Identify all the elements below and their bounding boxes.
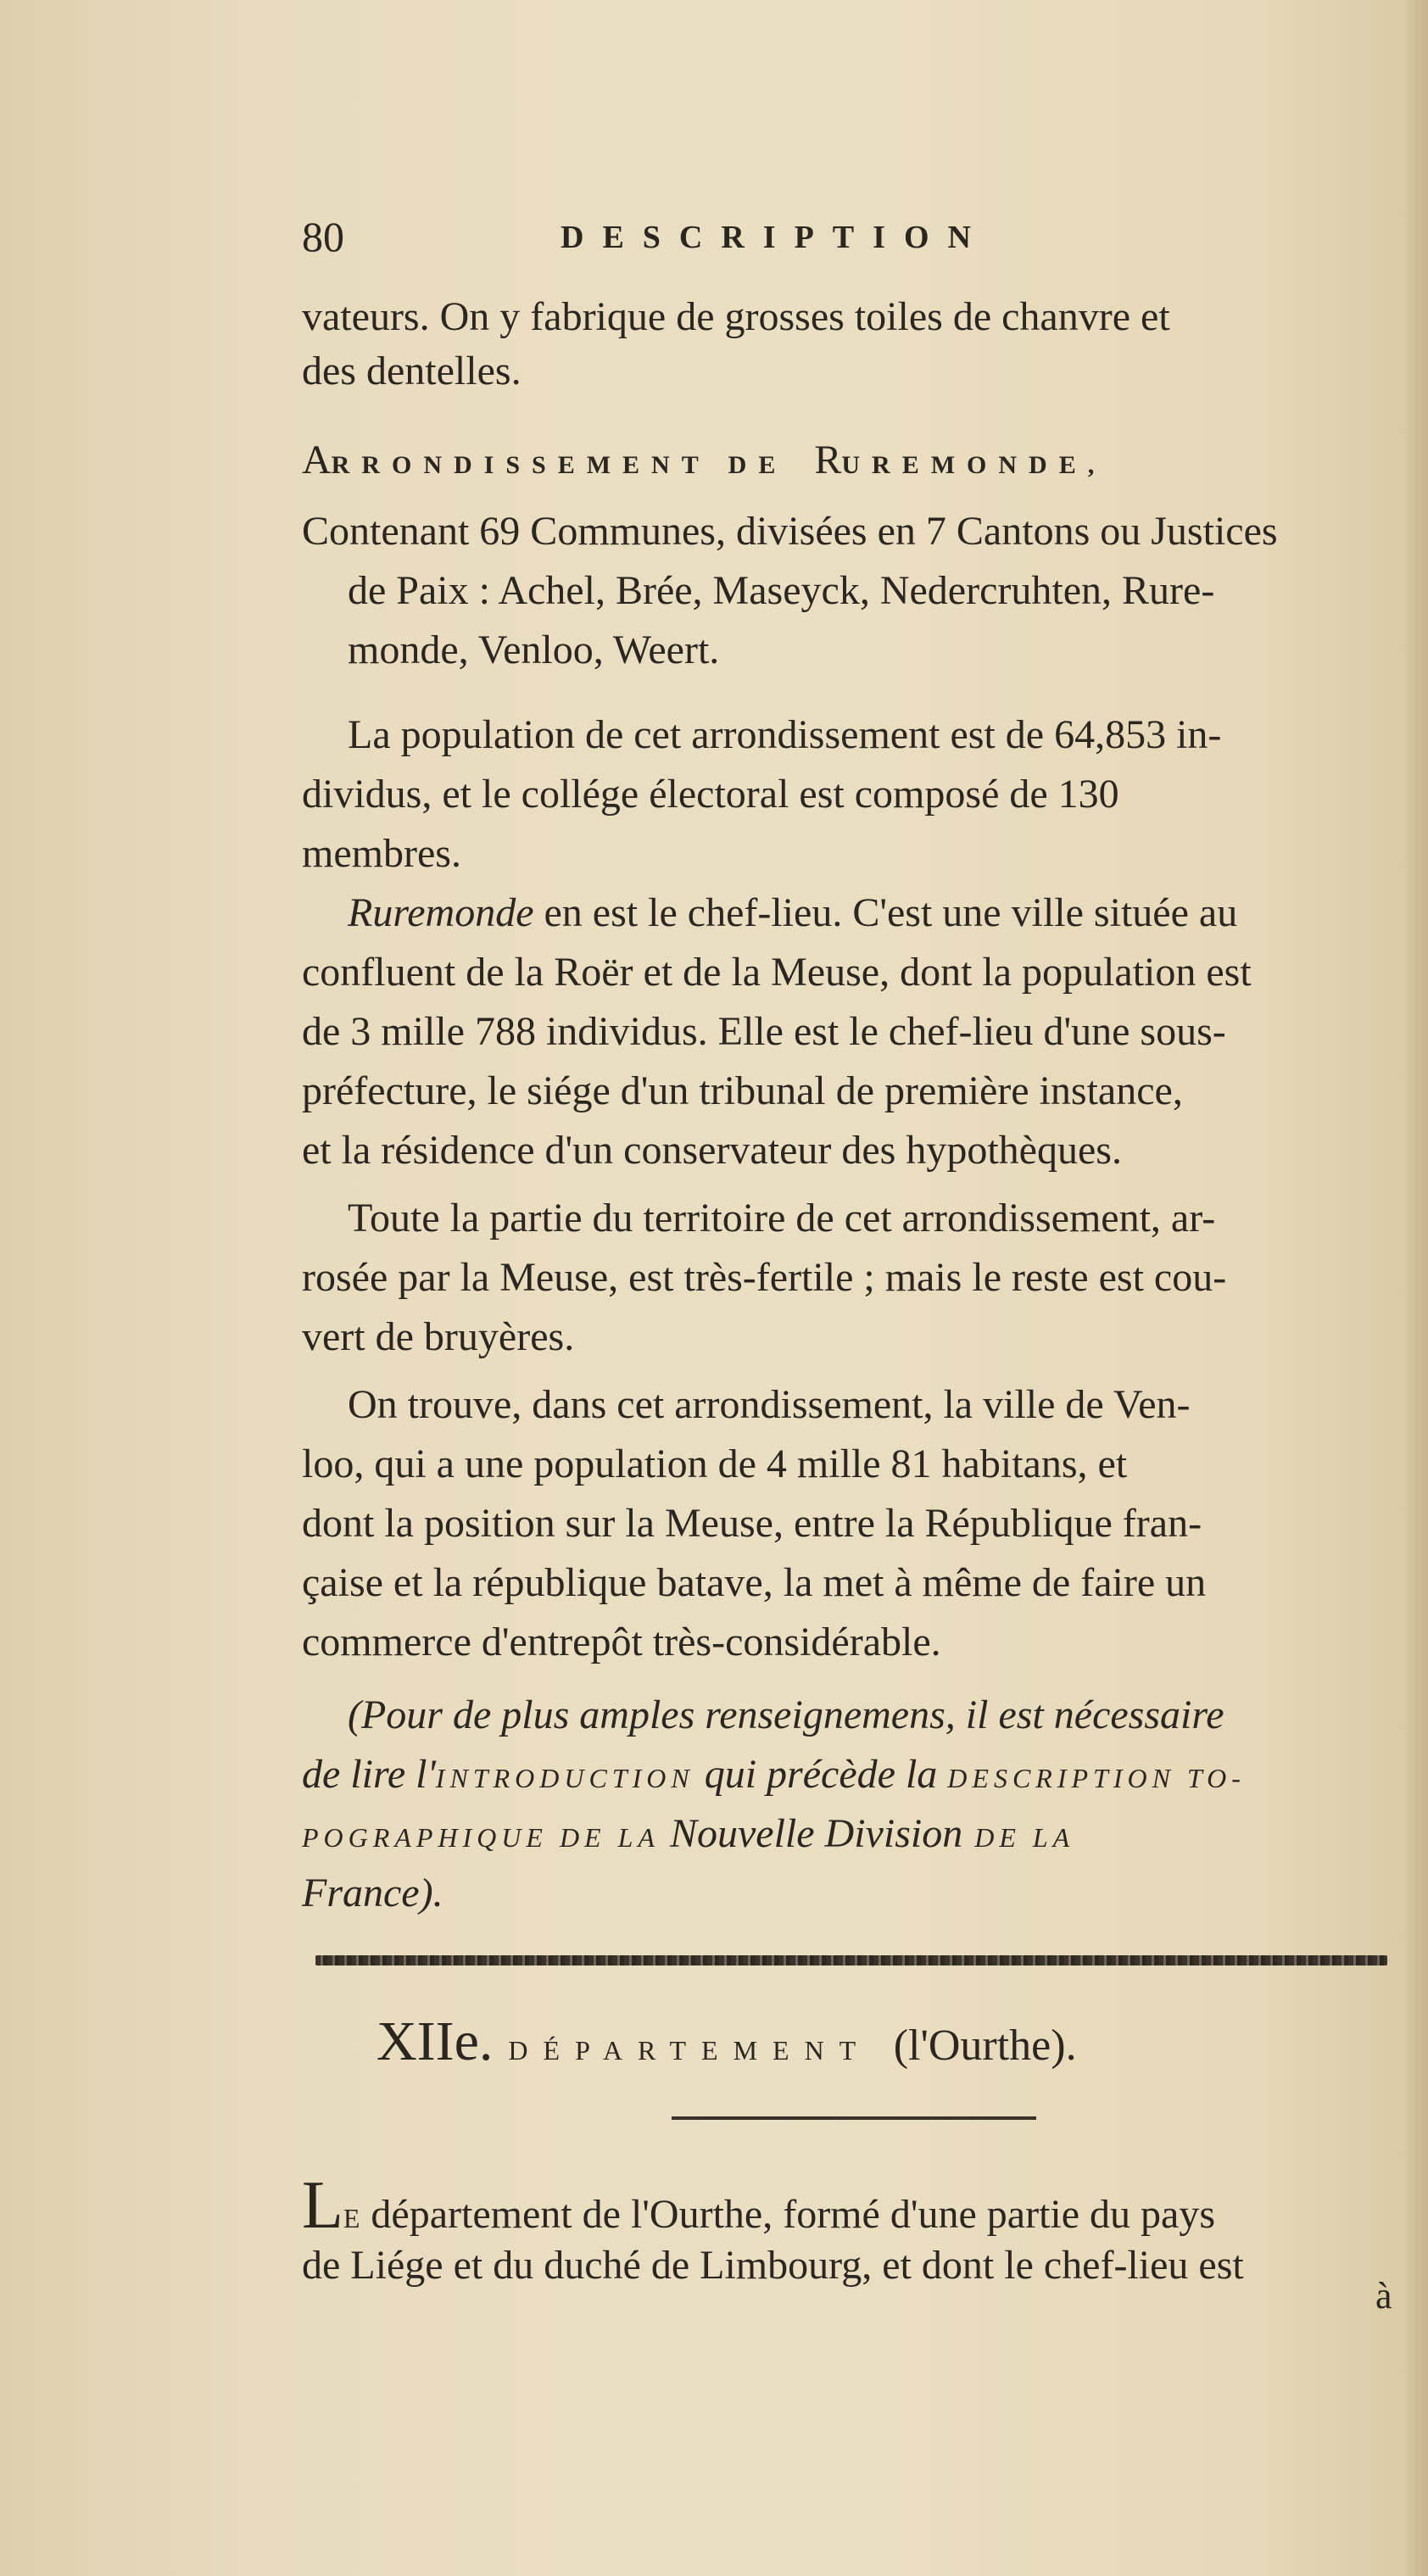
arrondissement-heading bbox=[302, 437, 1106, 483]
heading-smallcaps: UREMONDE, bbox=[841, 451, 1107, 479]
text-line: rosée par la Meuse, est très-fertile ; mais le reste est cou- bbox=[302, 1255, 1227, 1300]
note-line: France). bbox=[302, 1871, 443, 1915]
catchword: à bbox=[1375, 2275, 1392, 2317]
text-line: confluent de la Roër et de la Meuse, dont la population est bbox=[302, 950, 1252, 995]
text-span: en est le chef-lieu. C'est une ville située au bbox=[533, 890, 1238, 935]
text-line: Toute la partie du territoire de cet arrondissement, ar- bbox=[348, 1196, 1216, 1241]
text-span: qui précède la bbox=[694, 1752, 948, 1797]
running-title: DESCRIPTION bbox=[561, 220, 990, 255]
department-word: DÉPARTEMENT bbox=[508, 2035, 872, 2066]
text-line: vert de bruyères. bbox=[302, 1314, 575, 1359]
drop-cap: L bbox=[302, 2168, 343, 2243]
text-span: département de l'Ourthe, formé d'une partie du pays bbox=[371, 2192, 1216, 2237]
text-line bbox=[302, 2168, 1216, 2245]
page-edge-shadow bbox=[1403, 0, 1428, 2576]
section-divider bbox=[315, 1955, 1387, 1965]
smallcaps-span: DESCRIPTION TO- bbox=[947, 1763, 1246, 1793]
text-line: commerce d'entrepôt très-considérable. bbox=[302, 1620, 941, 1664]
text-line: des dentelles. bbox=[302, 348, 522, 393]
smallcaps-span: DE LA bbox=[962, 1822, 1075, 1853]
text-span: Division bbox=[824, 1811, 963, 1856]
text-line: vateurs. On y fabrique de grosses toiles de chanvre et bbox=[302, 294, 1170, 339]
page-header bbox=[302, 212, 1116, 271]
text-line: de Paix : Achel, Brée, Maseyck, Nedercruhten, Rure- bbox=[348, 568, 1215, 613]
smallcaps-span: POGRAPHIQUE DE LA bbox=[302, 1822, 660, 1853]
short-divider bbox=[672, 2116, 1036, 2120]
text-line: La population de cet arrondissement est de 64,853 in- bbox=[348, 712, 1222, 757]
department-heading bbox=[377, 2010, 1077, 2074]
department-numeral: XIIe. bbox=[377, 2010, 494, 2072]
smallcaps-span: E bbox=[343, 2203, 363, 2233]
text-line: On trouve, dans cet arrondissement, la ville de Ven- bbox=[348, 1382, 1191, 1427]
text-span: de lire l' bbox=[302, 1752, 436, 1797]
text-line: çaise et la république batave, la met à même de faire un bbox=[302, 1560, 1207, 1605]
text-line: loo, qui a une population de 4 mille 81 habitans, et bbox=[302, 1441, 1128, 1486]
text-line: monde, Venloo, Weert. bbox=[348, 627, 720, 672]
note-line bbox=[302, 1751, 1246, 1798]
page-number: 80 bbox=[302, 213, 344, 260]
text-line: de 3 mille 788 individus. Elle est le chef-lieu d'une sous- bbox=[302, 1009, 1226, 1054]
smallcaps-span: INTRODUCTION bbox=[435, 1763, 694, 1793]
note-line bbox=[302, 1810, 1074, 1857]
text-line: Contenant 69 Communes, divisées en 7 Cantons ou Justices bbox=[302, 509, 1278, 554]
text-line: dont la position sur la Meuse, entre la République fran- bbox=[302, 1501, 1202, 1546]
text-line: et la résidence d'un conservateur des hypothèques. bbox=[302, 1128, 1122, 1173]
heading-initial: A bbox=[302, 438, 332, 482]
note-line: (Pour de plus amples renseignemens, il est nécessaire bbox=[348, 1692, 1224, 1737]
heading-initial: R bbox=[814, 438, 842, 482]
text-line: de Liége et du duché de Limbourg, et dont le chef-lieu est bbox=[302, 2243, 1244, 2288]
text-line: préfecture, le siége d'un tribunal de première instance, bbox=[302, 1068, 1183, 1113]
text-line bbox=[348, 886, 1237, 940]
department-name: (l'Ourthe). bbox=[893, 2021, 1077, 2070]
text-line: membres. bbox=[302, 831, 461, 876]
text-span: Nouvelle bbox=[659, 1811, 825, 1856]
place-name: Ruremonde bbox=[348, 890, 534, 935]
heading-smallcaps: RRONDISSEMENT DE bbox=[331, 451, 788, 479]
text-line: dividus, et le collége électoral est composé de 130 bbox=[302, 772, 1119, 817]
